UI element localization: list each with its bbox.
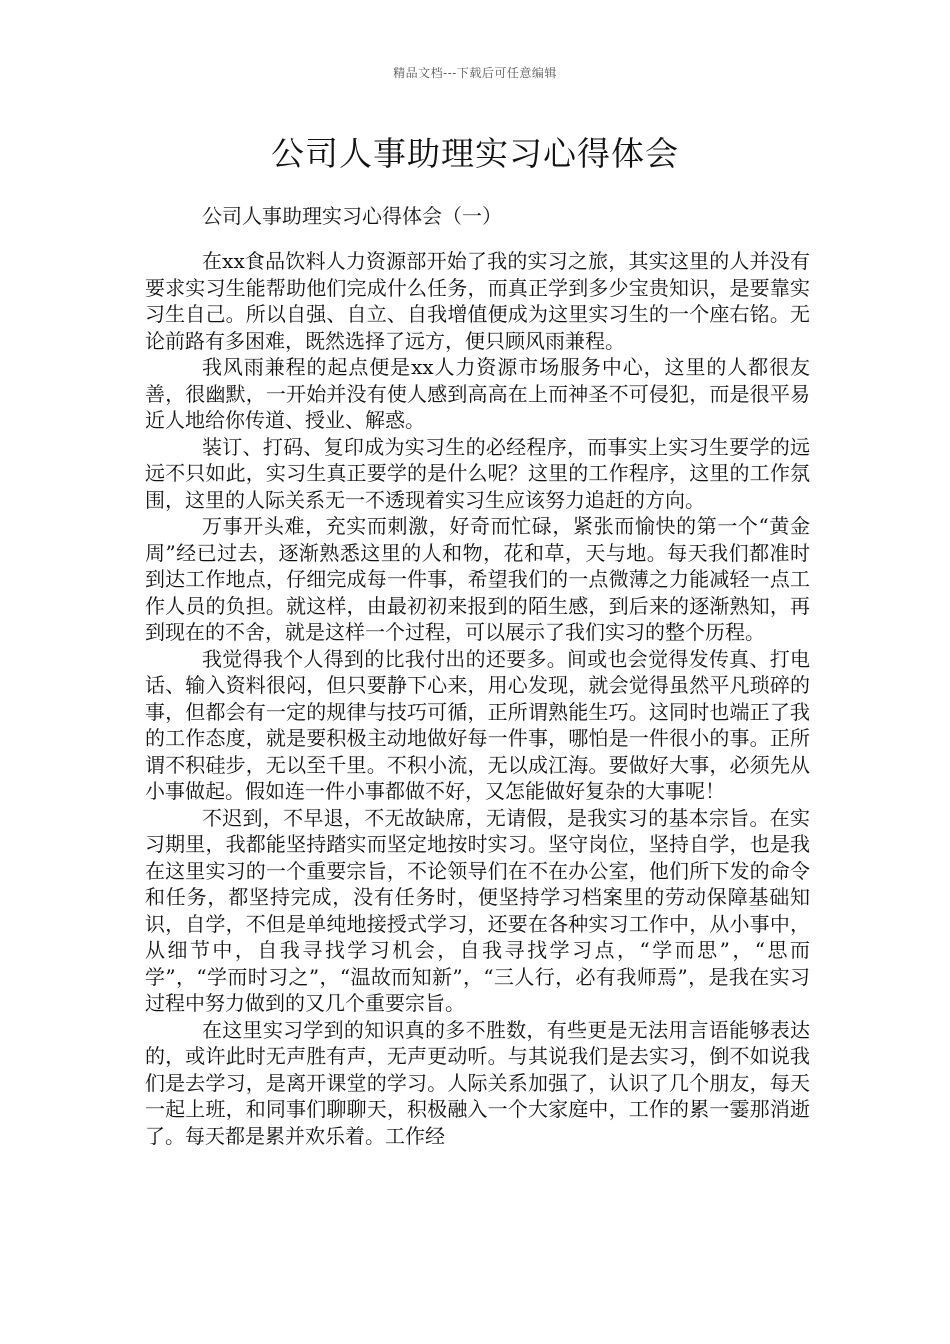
paragraph: 不迟到，不早退，不无故缺席，无请假，是我实习的基本宗旨。在实习期里，我都能坚持踏实而坚定地按时实习。坚守岗位，坚持自学，也是我在这里实习的一个重要宗旨，不论领导们在不在办公室，他们所下发的命令和任务，都坚持完成，没有任务时，便坚持学习档案里的劳动保障基础知识，自学，不但是单纯地接授式学习，还要在各种实习工作中，从小事中，从细节中，自我寻找学习机会，自我寻找学习点，“学而思”，“思而学”，“学而时习之”，“温故而知新”，“三人行，必有我师焉”，是我在实习过程中努力做到的又几个重要宗旨。 [145,805,810,1015]
document-body [145,248,810,1149]
document-subtitle: 公司人事助理实习心得体会（一） [202,204,502,228]
paragraph: 在这里实习学到的知识真的多不胜数，有些更是无法用言语能够表达的，或许此时无声胜有声，无声更动听。与其说我们是去实习，倒不如说我们是去学习，是离开课堂的学习。人际关系加强了，认识了几个朋友，每天一起上班，和同事们聊聊天，积极融入一个大家庭中，工作的累一霎那消逝了。每天都是累并欢乐着。工作经 [145,1017,810,1148]
paragraph: 我风雨兼程的起点便是xx人力资源市场服务中心，这里的人都很友善，很幽默，一开始并没有使人感到高高在上而神圣不可侵犯，而是很平易近人地给你传道、授业、解惑。 [145,355,810,432]
paragraph: 万事开头难，充实而刺激，好奇而忙碌，紧张而愉快的第一个“黄金周”经已过去，逐渐熟悉这里的人和物，花和草，天与地。每天我们都准时到达工作地点，仔细完成每一件事，希望我们的一点微薄之力能减轻一点工作人员的负担。就这样，由最初初来报到的陌生感，到后来的逐渐熟知，再到现在的不舍，就是这样一个过程，可以展示了我们实习的整个历程。 [145,514,810,644]
paragraph: 我觉得我个人得到的比我付出的还要多。间或也会觉得发传真、打电话、输入资料很闷，但只要静下心来，用心发现，就会觉得虽然平凡琐碎的事，但都会有一定的规律与技巧可循，正所谓熟能生巧。这同时也端正了我的工作态度，就是要积极主动地做好每一件事，哪怕是一件很小的事。正所谓不积硅步，无以至千里。不积小流，无以成江海。要做好大事，必须先从小事做起。假如连一件小事都做不好，又怎能做好复杂的大事呢！ [145,646,810,803]
header-note: 精品文档---下载后可任意编辑 [393,66,557,80]
document-title: 公司人事助理实习心得体会 [271,134,679,173]
paragraph: 在xx食品饮料人力资源部开始了我的实习之旅，其实这里的人并没有要求实习生能帮助他们完成什么任务，而真正学到多少宝贵知识，是要靠实习生自己。所以自强、自立、自我增值便成为这里实习生的一个座右铭。无论前路有多困难，既然选择了远方，便只顾风雨兼程。 [145,249,810,353]
paragraph: 装订、打码、复印成为实习生的必经程序，而事实上实习生要学的远远不只如此，实习生真正要学的是什么呢？这里的工作程序，这里的工作氛围，这里的人际关系无一不透现着实习生应该努力追赶的方向。 [145,434,810,512]
